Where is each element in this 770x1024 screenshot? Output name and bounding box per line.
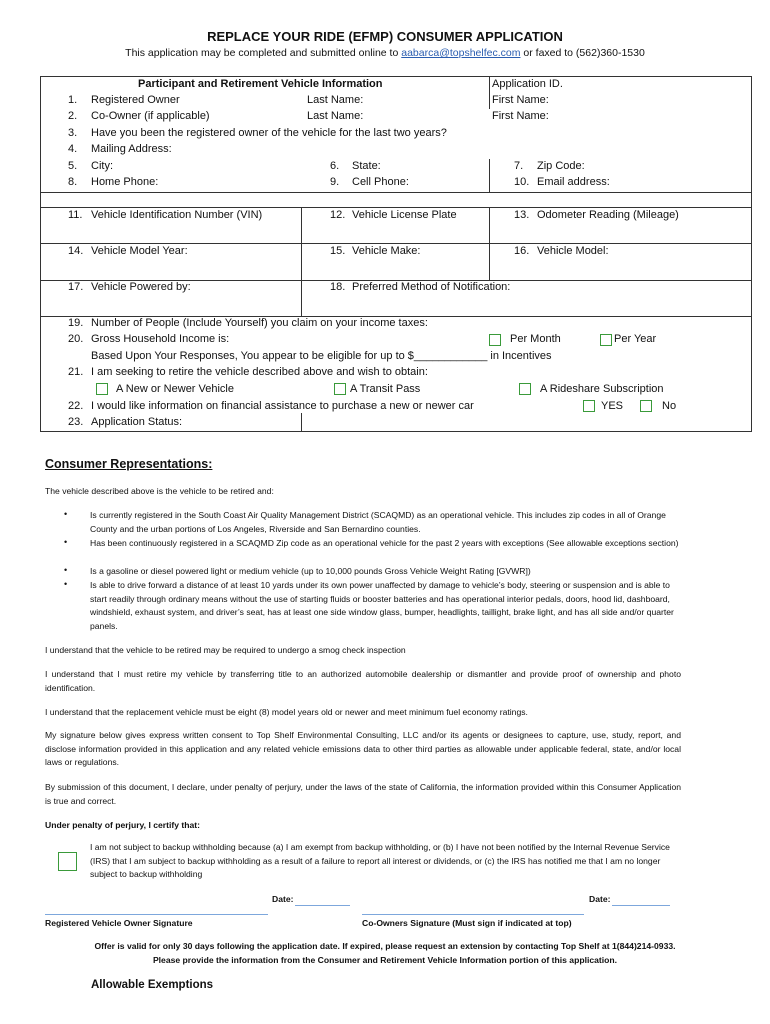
column-divider	[489, 159, 490, 192]
page-subtitle	[0, 47, 770, 59]
owner-first-name-field[interactable]: First Name:	[492, 94, 549, 106]
owner-date-label: Date:	[272, 894, 294, 904]
owner-signature-label: Registered Vehicle Owner Signature	[45, 918, 193, 928]
field-number: 17.	[68, 281, 84, 293]
backup-withholding-statement: I am not subject to backup withholding because (a) I am exempt from backup withholding, or (b) I have not been notified by the Internal Revenue Service (IRS) that I am subject to backup withholding as a result of a failure to report all interest or dividends, or (c) the IRS has notified me that I am no longer subject to backup withholding	[90, 842, 670, 879]
backup-withholding-checkbox[interactable]	[58, 852, 77, 871]
field-number: 5.	[68, 160, 78, 172]
provide-notice: Please provide the information from the Consumer and Retirement Vehicle Information portion of this application.	[152, 955, 618, 965]
zip-code-field[interactable]: Zip Code:	[537, 160, 585, 172]
row-divider	[41, 243, 751, 244]
subtitle-suffix: or faxed to (562)360-1530	[523, 47, 645, 59]
notification-method-field[interactable]: Preferred Method of Notification:	[352, 281, 511, 293]
new-vehicle-checkbox[interactable]	[96, 383, 108, 395]
field-number: 11.	[68, 209, 83, 221]
bullet-item: Is currently registered in the South Coast Air Quality Management District (SCAQMD) as an operational vehicle. This includes zip codes in all of Orange County and the urban portions of Los Angeles, Riverside and San Bernardino counties.	[90, 510, 666, 534]
field-number: 8.	[68, 176, 78, 188]
financial-assistance-label: I would like information on financial assistance to purchase a new or newer car	[91, 400, 474, 412]
rideshare-label: A Rideshare Subscription	[540, 383, 664, 395]
field-number: 10.	[514, 176, 530, 188]
column-divider	[489, 207, 490, 280]
subtitle-prefix: This application may be completed and submitted online to	[125, 47, 399, 59]
field-number: 13.	[514, 209, 530, 221]
transit-pass-label: A Transit Pass	[350, 383, 421, 395]
per-month-label: Per Month	[510, 333, 561, 345]
coowner-first-name-field[interactable]: First Name:	[492, 110, 549, 122]
retire-intent-label: I am seeking to retire the vehicle described above and wish to obtain:	[91, 366, 428, 378]
bullet-glyph: •	[64, 509, 68, 519]
vehicle-make-field[interactable]: Vehicle Make:	[352, 245, 421, 257]
field-number: 1.	[68, 94, 78, 106]
allowable-exemptions-heading: Allowable Exemptions	[91, 979, 214, 991]
representations-heading: Consumer Representations:	[45, 457, 213, 471]
declaration-statement: By submission of this document, I declare, under penalty of perjury, under the laws of the state of California, the information provided within this Consumer Application is true and correct.	[45, 782, 681, 806]
coowner-date-label: Date:	[589, 894, 611, 904]
per-year-checkbox[interactable]	[600, 334, 612, 346]
field-number: 14.	[68, 245, 84, 257]
yes-label: YES	[601, 400, 624, 412]
co-owner-label: Co-Owner (if applicable)	[91, 110, 210, 122]
field-number: 21.	[68, 366, 84, 378]
household-size-field[interactable]: Number of People (Include Yourself) you claim on your income taxes:	[91, 317, 428, 329]
column-divider	[489, 77, 490, 109]
title-transfer-statement: I understand that I must retire my vehicle by transferring title to an authorized automobile dealership or dismantler and provide proof of ownership and photo identification.	[45, 669, 681, 693]
rideshare-checkbox[interactable]	[519, 383, 531, 395]
field-number: 19.	[68, 317, 84, 329]
representations-intro: The vehicle described above is the vehicle to be retired and:	[45, 486, 274, 496]
page-title: REPLACE YOUR RIDE (EFMP) CONSUMER APPLICATION	[207, 29, 563, 44]
vehicle-model-field[interactable]: Vehicle Model:	[537, 245, 609, 257]
owner-two-years-field[interactable]: Have you been the registered owner of the vehicle for the last two years?	[91, 127, 447, 139]
transit-pass-checkbox[interactable]	[334, 383, 346, 395]
owner-last-name-field[interactable]: Last Name:	[307, 94, 364, 106]
per-year-label: Per Year	[614, 333, 657, 345]
bullet-glyph: •	[64, 565, 68, 575]
license-plate-field[interactable]: Vehicle License Plate	[352, 209, 457, 221]
no-checkbox[interactable]	[640, 400, 652, 412]
odometer-field[interactable]: Odometer Reading (Mileage)	[537, 209, 679, 221]
owner-date-line[interactable]	[295, 905, 350, 906]
coowner-last-name-field[interactable]: Last Name:	[307, 110, 364, 122]
field-number: 22.	[68, 400, 84, 412]
bullet-item: Is able to drive forward a distance of at least 10 yards under its own power unaffected by damage to vehicle’s body, steering or suspension and is able to start readily through ordinary means without the use of starting fluids or booster batteries and has operational interior pedals, doors, hood lid, dashboard, windshield, exhaust system, and driver’s seat, has at least one side window glass, bumper, headlights, taillight, brake light, and has all side and/or quarter panels.	[90, 580, 674, 631]
field-number: 18.	[330, 281, 346, 293]
field-number: 23.	[68, 416, 84, 428]
yes-checkbox[interactable]	[583, 400, 595, 412]
field-number: 15.	[330, 245, 346, 257]
section-heading: Participant and Retirement Vehicle Information	[138, 78, 383, 90]
mailing-address-field[interactable]: Mailing Address:	[91, 143, 172, 155]
eligibility-line: Based Upon Your Responses, You appear to be eligible for up to $____________ in Incentives	[91, 350, 552, 362]
field-number: 20.	[68, 333, 84, 345]
row-divider	[41, 192, 751, 193]
bullet-item: Has been continuously registered in a SCAQMD Zip code as an operational vehicle for the past 2 years with exceptions (See allowable exceptions section)	[90, 538, 679, 548]
powered-by-field[interactable]: Vehicle Powered by:	[91, 281, 191, 293]
model-year-field[interactable]: Vehicle Model Year:	[91, 245, 188, 257]
field-number: 4.	[68, 143, 78, 155]
state-field[interactable]: State:	[352, 160, 381, 172]
application-status-field[interactable]: Application Status:	[91, 416, 183, 428]
coowner-signature-label: Co-Owners Signature (Must sign if indicated at top)	[362, 918, 572, 928]
cell-phone-field[interactable]: Cell Phone:	[352, 176, 409, 188]
smog-statement: I understand that the vehicle to be retired may be required to undergo a smog check inspection	[45, 645, 406, 655]
bullet-glyph: •	[64, 579, 68, 589]
field-number: 6.	[330, 160, 340, 172]
vin-field[interactable]: Vehicle Identification Number (VIN)	[91, 209, 263, 221]
row-divider	[41, 207, 751, 208]
perjury-heading: Under penalty of perjury, I certify that:	[45, 820, 201, 830]
bullet-item: Is a gasoline or diesel powered light or medium vehicle (up to 10,000 pounds Gross Vehicle Weight Rating [GVWR])	[90, 566, 531, 576]
field-number: 12.	[330, 209, 346, 221]
replacement-statement: I understand that the replacement vehicle must be eight (8) model years old or newer and meet minimum fuel economy ratings.	[45, 707, 528, 717]
field-number: 7.	[514, 160, 524, 172]
new-vehicle-label: A New or Newer Vehicle	[116, 383, 234, 395]
gross-income-field[interactable]: Gross Household Income is:	[91, 333, 230, 345]
field-number: 9.	[330, 176, 340, 188]
email-address-field[interactable]: Email address:	[537, 176, 610, 188]
registered-owner-label: Registered Owner	[91, 94, 180, 106]
email-link[interactable]: aabarca@topshelfec.com	[401, 47, 521, 59]
field-number: 3.	[68, 127, 78, 139]
home-phone-field[interactable]: Home Phone:	[91, 176, 159, 188]
bullet-glyph: •	[64, 537, 68, 547]
per-month-checkbox[interactable]	[489, 334, 501, 346]
city-field[interactable]: City:	[91, 160, 113, 172]
consent-statement: My signature below gives express written consent to Top Shelf Environmental Consulting, LLC and/or its agents or designees to capture, use, study, report, and disclose information provided in this application and any related vehicle emissions data to other third parties as allowable under applicable federal, state, and/or local laws or regulations.	[45, 730, 681, 767]
column-divider	[301, 207, 302, 316]
offer-notice: Offer is valid for only 30 days following the application date. If expired, please request an extension by contacting Top Shelf at 1(844)214-0933.	[94, 941, 676, 951]
field-number: 16.	[514, 245, 530, 257]
field-number: 2.	[68, 110, 78, 122]
column-divider	[301, 413, 302, 432]
application-id-label[interactable]: Application ID.	[492, 78, 563, 90]
coowner-date-line[interactable]	[612, 905, 670, 906]
no-label: No	[662, 400, 677, 412]
coowner-signature-line[interactable]	[362, 914, 584, 915]
owner-signature-line[interactable]	[45, 914, 268, 915]
